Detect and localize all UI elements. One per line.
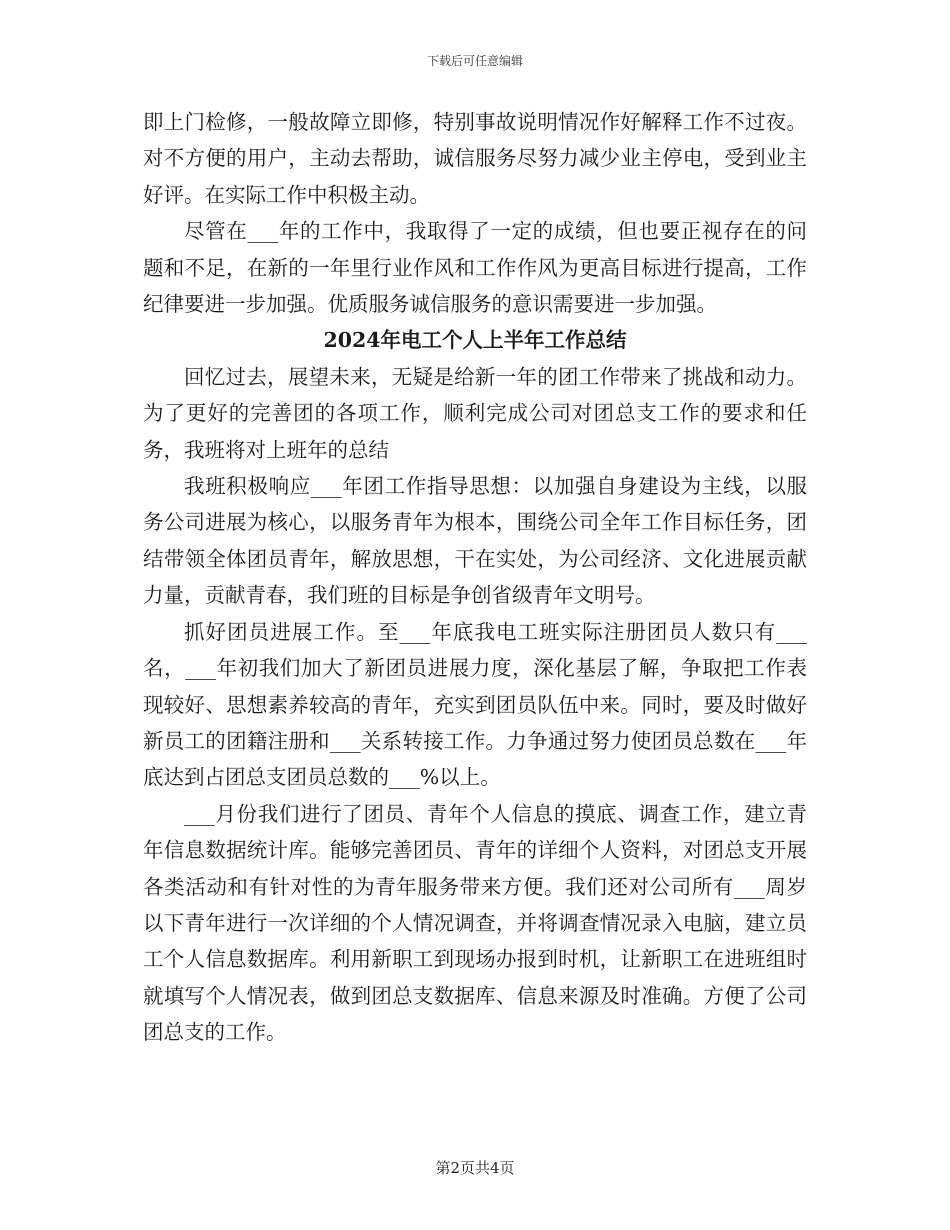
document-body (143, 104, 807, 1051)
page-header-note: 下载后可任意编辑 (426, 54, 523, 68)
paragraph-intro-1: 即上门检修，一般故障立即修，特别事故说明情况作好解释工作不过夜。对不方便的用户，主动去帮助，诚信服务尽努力减少业主停电，受到业主好评。在实际工作中积极主动。 (143, 110, 807, 207)
page-number-footer: 第2页共4页 (435, 1159, 515, 1177)
paragraph-body-4: ___月份我们进行了团员、青年个人信息的摸底、调查工作，建立青年信息数据统计库。能够完善团员、青年的详细个人资料，对团总支开展各类活动和有针对性的为青年服务带来方便。我们还对公司所有___周岁以下青年进行一次详细的个人情况调查，并将调查情况录入电脑，建立员工个人信息数据库。利用新职工到现场办报到时机，让新职工在进班组时就填写个人情况表，做到团总支数据库、信息来源及时准确。方便了公司团总支的工作。 (143, 801, 807, 1045)
paragraph-intro-2: 尽管在___年的工作中，我取得了一定的成绩，但也要正视存在的问题和不足，在新的一年里行业作风和工作作风为更高目标进行提高，工作纪律要进一步加强。优质服务诚信服务的意识需要进一步加强。 (143, 219, 807, 317)
section-title: 2024年电工个人上半年工作总结 (323, 328, 627, 353)
paragraph-body-3: 抓好团员进展工作。至___年底我电工班实际注册团员人数只有___名，___年初我们加大了新团员进展力度，深化基层了解，争取把工作表现较好、思想素养较高的青年，充实到团员队伍中来。同时，要及时做好新员工的团籍注册和___关系转接工作。力争通过努力使团员总数在___年底达到占团总支团员总数的___%以上。 (143, 619, 807, 790)
paragraph-body-2: 我班积极响应___年团工作指导思想：以加强自身建设为主线，以服务公司进展为核心，以服务青年为根本，围绕公司全年工作目标任务，团结带领全体团员青年，解放思想，干在实处，为公司经济、文化进展贡献力量，贡献青春，我们班的目标是争创省级青年文明号。 (143, 474, 807, 608)
paragraph-body-1: 回忆过去，展望未来，无疑是给新一年的团工作带来了挑战和动力。为了更好的完善团的各项工作，顺利完成公司对团总支工作的要求和任务，我班将对上班年的总结 (143, 364, 807, 462)
